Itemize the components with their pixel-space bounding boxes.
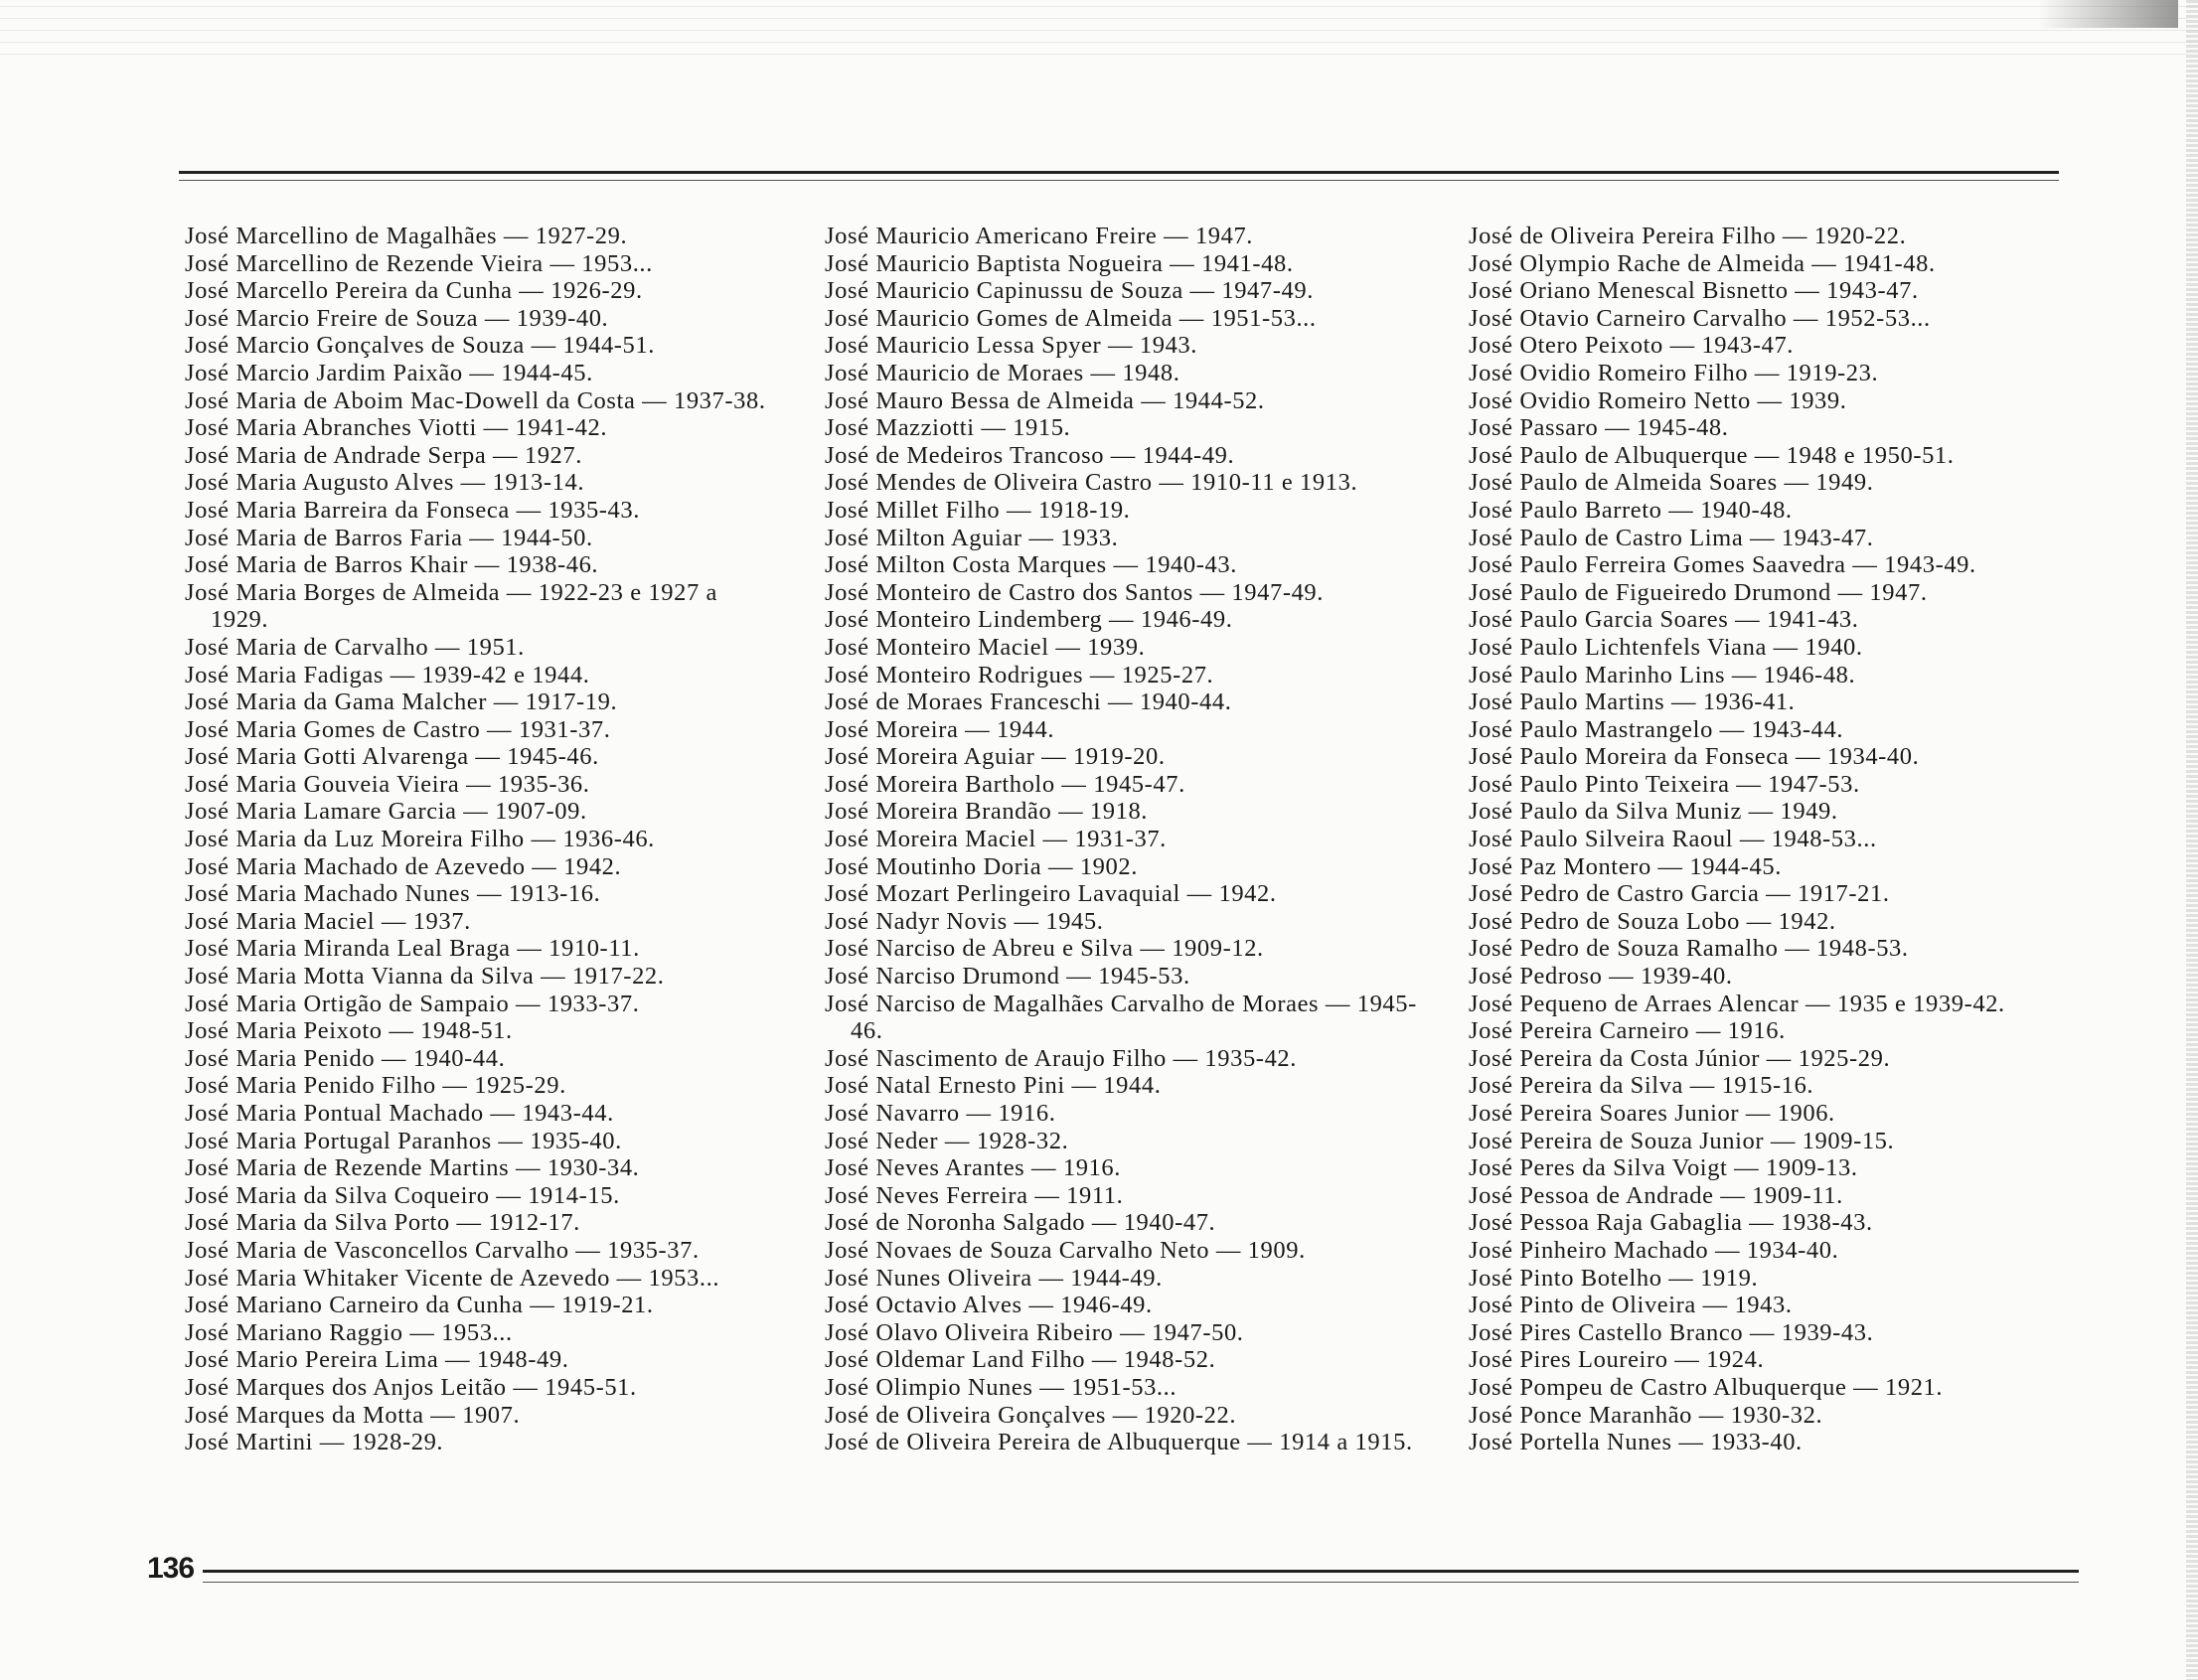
name-entry: José Paulo de Albuquerque — 1948 e 1950-51. bbox=[1469, 441, 1955, 469]
names-column-3 bbox=[1469, 223, 2085, 1456]
name-entry: José Pereira de Souza Junior — 1909-15. bbox=[1469, 1127, 1895, 1154]
name-entry: José Maria Abranches Viotti — 1941-42. bbox=[185, 414, 608, 442]
name-entry: José Maria Pontual Machado — 1943-44. bbox=[185, 1100, 614, 1127]
name-entry: José Mariano Carneiro da Cunha — 1919-21. bbox=[185, 1292, 654, 1319]
name-entry: José Passaro — 1945-48. bbox=[1469, 414, 1729, 442]
name-entry: José Paulo Martins — 1936-41. bbox=[1469, 688, 1796, 716]
name-entry: José Maria Motta Vianna da Silva — 1917-22. bbox=[185, 963, 665, 991]
name-entry: José Moutinho Doria — 1902. bbox=[825, 852, 1138, 880]
footer-rule-thin bbox=[203, 1582, 2079, 1583]
name-entry: José Maria de Carvalho — 1951. bbox=[185, 633, 525, 661]
name-entry: José Pessoa Raja Gabaglia — 1938-43. bbox=[1469, 1209, 1873, 1237]
name-entry: José Pompeu de Castro Albuquerque — 1921. bbox=[1469, 1373, 1944, 1401]
name-entry: José Maria Penido Filho — 1925-29. bbox=[185, 1072, 566, 1100]
name-entry: José Peres da Silva Voigt — 1909-13. bbox=[1469, 1154, 1858, 1182]
name-entry: José Monteiro de Castro dos Santos — 1947-49. bbox=[825, 578, 1324, 606]
name-entry: José Neder — 1928-32. bbox=[825, 1127, 1069, 1154]
name-entry: José Pinto de Oliveira — 1943. bbox=[1469, 1292, 1793, 1319]
name-entry: José Pereira Carneiro — 1916. bbox=[1469, 1017, 1786, 1045]
name-entry: José Pinto Botelho — 1919. bbox=[1469, 1264, 1759, 1292]
name-entry: José Maria Miranda Leal Braga — 1910-11. bbox=[185, 935, 640, 963]
name-entry: José Marcellino de Rezende Vieira — 1953... bbox=[185, 249, 653, 277]
name-entry: José Maria da Silva Coqueiro — 1914-15. bbox=[185, 1181, 620, 1209]
name-entry: José Pereira da Silva — 1915-16. bbox=[1469, 1072, 1814, 1100]
name-entry: José Maria Machado de Azevedo — 1942. bbox=[185, 852, 622, 880]
name-entry: José Maria de Vasconcellos Carvalho — 1935-37. bbox=[185, 1236, 700, 1264]
names-column-1 bbox=[185, 223, 781, 1456]
name-entry: José Paulo Marinho Lins — 1946-48. bbox=[1469, 661, 1856, 688]
name-entry: José Narciso de Abreu e Silva — 1909-12. bbox=[825, 935, 1264, 963]
name-entry: José Pedroso — 1939-40. bbox=[1469, 963, 1733, 991]
name-entry: José Pereira Soares Junior — 1906. bbox=[1469, 1100, 1835, 1127]
name-entry: José Paz Montero — 1944-45. bbox=[1469, 852, 1782, 880]
name-entry: José Narciso de Magalhães Carvalho de Moraes — 1945-46. bbox=[825, 990, 1417, 1045]
name-entry: José Paulo Silveira Raoul — 1948-53... bbox=[1469, 826, 1877, 853]
names-column-2 bbox=[825, 223, 1421, 1456]
footer-rule bbox=[203, 1570, 2079, 1573]
name-entry: José Millet Filho — 1918-19. bbox=[825, 496, 1131, 524]
name-entry: José Octavio Alves — 1946-49. bbox=[825, 1292, 1153, 1319]
name-entry: José Paulo de Castro Lima — 1943-47. bbox=[1469, 524, 1874, 551]
name-entry: José Paulo de Almeida Soares — 1949. bbox=[1469, 469, 1874, 497]
name-entry: José Mauricio Baptista Nogueira — 1941-48. bbox=[825, 249, 1294, 277]
name-entry: José Mauricio Lessa Spyer — 1943. bbox=[825, 332, 1197, 360]
name-entry: José Natal Ernesto Pini — 1944. bbox=[825, 1072, 1162, 1100]
name-entry: José Moreira — 1944. bbox=[825, 715, 1055, 743]
name-entry: José Monteiro Lindemberg — 1946-49. bbox=[825, 606, 1233, 634]
name-entry: José Moreira Brandão — 1918. bbox=[825, 798, 1149, 826]
name-entry: José Otero Peixoto — 1943-47. bbox=[1469, 332, 1795, 360]
name-entry: José Pires Loureiro — 1924. bbox=[1469, 1346, 1765, 1374]
name-entry: José Paulo Lichtenfels Viana — 1940. bbox=[1469, 633, 1863, 661]
name-entry: José Novaes de Souza Carvalho Neto — 1909. bbox=[825, 1236, 1306, 1264]
name-entry: José Marcio Gonçalves de Souza — 1944-51. bbox=[185, 332, 655, 360]
header-rule bbox=[179, 171, 2059, 174]
name-entry: José Paulo Garcia Soares — 1941-43. bbox=[1469, 606, 1859, 634]
name-entry: José Moreira Bartholo — 1945-47. bbox=[825, 770, 1185, 798]
name-entry: José Pedro de Souza Ramalho — 1948-53. bbox=[1469, 935, 1909, 963]
name-entry: José Ovidio Romeiro Filho — 1919-23. bbox=[1469, 359, 1879, 386]
name-entry: José Mariano Raggio — 1953... bbox=[185, 1318, 513, 1346]
name-entry: José Paulo Pinto Teixeira — 1947-53. bbox=[1469, 770, 1860, 798]
name-entry: José Neves Arantes — 1916. bbox=[825, 1154, 1121, 1182]
name-entry: José Mauricio de Moraes — 1948. bbox=[825, 359, 1180, 386]
name-entry: José Mario Pereira Lima — 1948-49. bbox=[185, 1346, 569, 1374]
name-entry: José Maria de Rezende Martins — 1930-34. bbox=[185, 1154, 640, 1182]
name-entry: José Moreira Maciel — 1931-37. bbox=[825, 826, 1167, 853]
name-entry: José Maria Ortigão de Sampaio — 1933-37. bbox=[185, 990, 640, 1017]
name-entry: José Paulo da Silva Muniz — 1949. bbox=[1469, 798, 1838, 826]
name-entry: José Maria de Barros Faria — 1944-50. bbox=[185, 524, 593, 551]
name-entry: José de Medeiros Trancoso — 1944-49. bbox=[825, 441, 1235, 469]
name-entry: José Maria da Silva Porto — 1912-17. bbox=[185, 1209, 580, 1237]
name-entry: José Pessoa de Andrade — 1909-11. bbox=[1469, 1181, 1843, 1209]
name-entry: José Martini — 1928-29. bbox=[185, 1429, 444, 1456]
name-entry: José Oldemar Land Filho — 1948-52. bbox=[825, 1346, 1216, 1374]
name-entry: José Paulo Ferreira Gomes Saavedra — 1943-49. bbox=[1469, 551, 1976, 579]
name-entry: José Pereira da Costa Júnior — 1925-29. bbox=[1469, 1044, 1891, 1072]
name-entry: José Maria Penido — 1940-44. bbox=[185, 1044, 506, 1072]
name-entry: José de Oliveira Pereira Filho — 1920-22. bbox=[1469, 223, 1907, 249]
name-entry: José Maria Peixoto — 1948-51. bbox=[185, 1017, 513, 1045]
name-entry: José de Oliveira Pereira de Albuquerque — 1914 a 1915. bbox=[825, 1429, 1413, 1456]
name-entry: José de Moraes Franceschi — 1940-44. bbox=[825, 688, 1232, 716]
header-rule-thin bbox=[179, 180, 2059, 181]
name-entry: José Paulo Moreira da Fonseca — 1934-40. bbox=[1469, 743, 1920, 771]
name-entry: José Maria de Aboim Mac-Dowell da Costa — 1937-38. bbox=[185, 386, 766, 414]
name-entry: José Maria Fadigas — 1939-42 e 1944. bbox=[185, 661, 590, 688]
name-entry: José Marques da Motta — 1907. bbox=[185, 1401, 521, 1429]
name-entry: José Otavio Carneiro Carvalho — 1952-53... bbox=[1469, 304, 1931, 332]
name-entry: José Pequeno de Arraes Alencar — 1935 e 1939-42. bbox=[1469, 990, 2005, 1017]
name-entry: José Maria de Barros Khair — 1938-46. bbox=[185, 551, 599, 579]
name-entry: José Mendes de Oliveira Castro — 1910-11 e 1913. bbox=[825, 469, 1358, 497]
name-entry: José Olimpio Nunes — 1951-53... bbox=[825, 1373, 1178, 1401]
name-entry: José Maria da Gama Malcher — 1917-19. bbox=[185, 688, 618, 716]
name-entry: José Nunes Oliveira — 1944-49. bbox=[825, 1264, 1163, 1292]
name-entry: José Olympio Rache de Almeida — 1941-48. bbox=[1469, 249, 1936, 277]
name-entry: José Ovidio Romeiro Netto — 1939. bbox=[1469, 386, 1847, 414]
scan-noise-top bbox=[0, 0, 2198, 60]
name-entry: José Nascimento de Araujo Filho — 1935-42. bbox=[825, 1044, 1297, 1072]
name-entry: José Navarro — 1916. bbox=[825, 1100, 1056, 1127]
name-entry: José Mazziotti — 1915. bbox=[825, 414, 1071, 442]
name-entry: José de Noronha Salgado — 1940-47. bbox=[825, 1209, 1216, 1237]
name-entry: José Maria Maciel — 1937. bbox=[185, 907, 471, 935]
name-entry: José Marcio Jardim Paixão — 1944-45. bbox=[185, 359, 593, 386]
name-entry: José Mozart Perlingeiro Lavaquial — 1942. bbox=[825, 880, 1277, 908]
name-entry: José Maria Gotti Alvarenga — 1945-46. bbox=[185, 743, 599, 771]
name-entry: José Marques dos Anjos Leitão — 1945-51. bbox=[185, 1373, 637, 1401]
name-entry: José Maria Machado Nunes — 1913-16. bbox=[185, 880, 601, 908]
name-entry: José Olavo Oliveira Ribeiro — 1947-50. bbox=[825, 1318, 1244, 1346]
name-entry: José Paulo Barreto — 1940-48. bbox=[1469, 496, 1793, 524]
name-entry: José Pedro de Souza Lobo — 1942. bbox=[1469, 907, 1836, 935]
name-entry: José Marcio Freire de Souza — 1939-40. bbox=[185, 304, 609, 332]
page-number: 136 bbox=[147, 1552, 195, 1585]
name-entry: José Monteiro Rodrigues — 1925-27. bbox=[825, 661, 1214, 688]
name-entry: José Moreira Aguiar — 1919-20. bbox=[825, 743, 1166, 771]
name-entry: José Milton Costa Marques — 1940-43. bbox=[825, 551, 1237, 579]
name-entry: José Marcellino de Magalhães — 1927-29. bbox=[185, 223, 628, 249]
name-entry: José Maria de Andrade Serpa — 1927. bbox=[185, 441, 582, 469]
name-entry: José Paulo de Figueiredo Drumond — 1947. bbox=[1469, 578, 1928, 606]
name-entry: José Portella Nunes — 1933-40. bbox=[1469, 1429, 1803, 1456]
name-entry: José Maria Gomes de Castro — 1931-37. bbox=[185, 715, 611, 743]
name-entry: José Marcello Pereira da Cunha — 1926-29. bbox=[185, 277, 643, 305]
name-entry: José Pinheiro Machado — 1934-40. bbox=[1469, 1236, 1839, 1264]
name-entry: José Maria Borges de Almeida — 1922-23 e 1927 a 1929. bbox=[185, 578, 718, 634]
scan-edge-right bbox=[2186, 0, 2198, 1680]
name-entry: José Maria Whitaker Vicente de Azevedo — 1953... bbox=[185, 1264, 720, 1292]
name-entry: José Pedro de Castro Garcia — 1917-21. bbox=[1469, 880, 1890, 908]
name-entry: José Nadyr Novis — 1945. bbox=[825, 907, 1104, 935]
name-entry: José Oriano Menescal Bisnetto — 1943-47. bbox=[1469, 277, 1919, 305]
name-entry: José Maria Lamare Garcia — 1907-09. bbox=[185, 798, 587, 826]
name-entry: José Maria Portugal Paranhos — 1935-40. bbox=[185, 1127, 622, 1154]
name-entry: José Mauricio Gomes de Almeida — 1951-53... bbox=[825, 304, 1317, 332]
name-entry: José Mauricio Capinussu de Souza — 1947-49. bbox=[825, 277, 1314, 305]
name-entry: José Maria Gouveia Vieira — 1935-36. bbox=[185, 770, 590, 798]
name-entry: José Mauro Bessa de Almeida — 1944-52. bbox=[825, 386, 1265, 414]
name-entry: José Narciso Drumond — 1945-53. bbox=[825, 963, 1190, 991]
name-entry: José Milton Aguiar — 1933. bbox=[825, 524, 1119, 551]
name-entry: José Pires Castello Branco — 1939-43. bbox=[1469, 1318, 1874, 1346]
name-entry: José de Oliveira Gonçalves — 1920-22. bbox=[825, 1401, 1237, 1429]
name-entry: José Maria da Luz Moreira Filho — 1936-46. bbox=[185, 826, 655, 853]
name-entry: José Ponce Maranhão — 1930-32. bbox=[1469, 1401, 1823, 1429]
name-entry: José Maria Barreira da Fonseca — 1935-43. bbox=[185, 496, 640, 524]
name-entry: José Monteiro Maciel — 1939. bbox=[825, 633, 1146, 661]
name-entry: José Mauricio Americano Freire — 1947. bbox=[825, 223, 1254, 249]
name-entry: José Paulo Mastrangelo — 1943-44. bbox=[1469, 715, 1844, 743]
name-entry: José Neves Ferreira — 1911. bbox=[825, 1181, 1124, 1209]
name-entry: José Maria Augusto Alves — 1913-14. bbox=[185, 469, 585, 497]
